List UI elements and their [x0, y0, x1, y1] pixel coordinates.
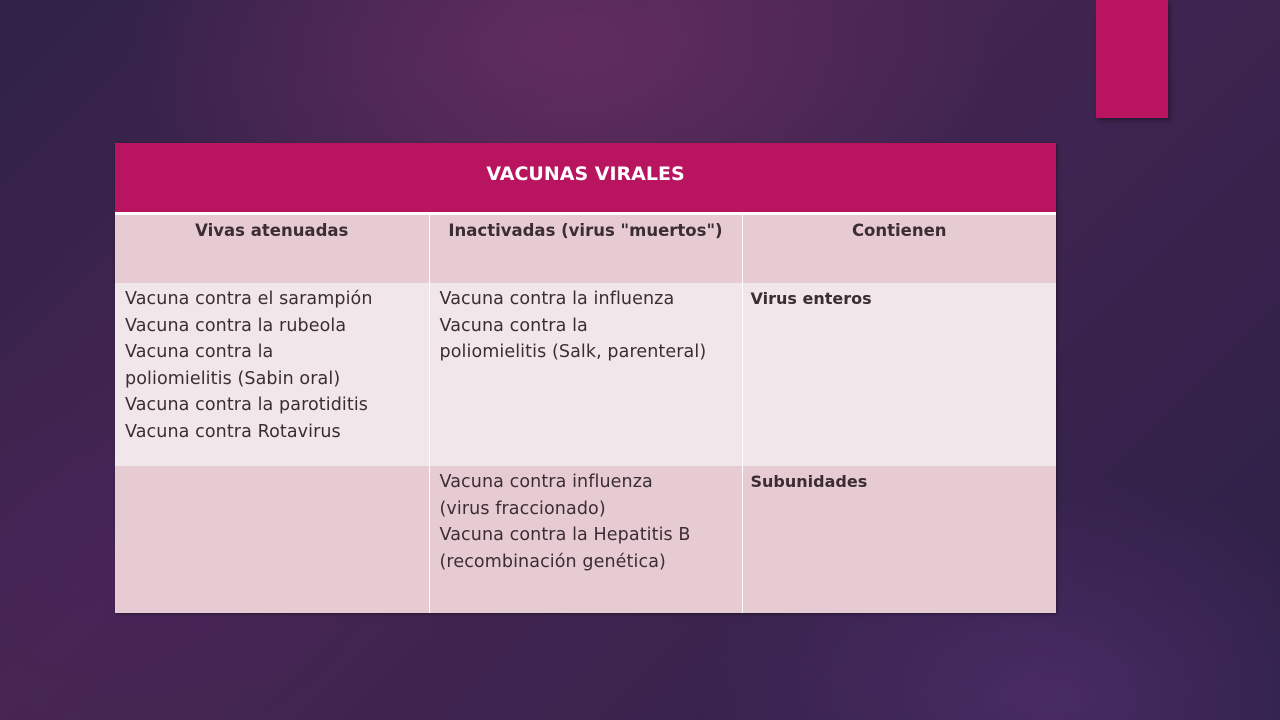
viral-vaccines-table	[115, 143, 1056, 613]
table-title: VACUNAS VIRALES	[115, 143, 1056, 213]
list-item: Vacuna contra la	[125, 342, 274, 362]
list-item: Vacuna contra Rotavirus	[125, 421, 341, 442]
header-contains: Contienen	[742, 213, 1056, 283]
table-row	[115, 283, 1056, 466]
list-item: Vacuna contra la influenza	[439, 289, 675, 309]
contains-cell: Subunidades	[742, 466, 1056, 613]
list-item: Vacuna contra la Hepatitis B	[439, 525, 691, 545]
list-item: Vacuna contra influenza	[439, 472, 653, 492]
live-vaccines-cell-empty	[115, 466, 429, 613]
list-item: Vacuna contra la	[439, 315, 588, 336]
contains-cell: Virus enteros	[742, 283, 1056, 466]
inactivated-vaccines-cell	[429, 283, 742, 466]
accent-bar	[1096, 0, 1168, 118]
live-vaccines-cell	[115, 283, 429, 466]
list-item: poliomielitis (Sabin oral)	[125, 368, 341, 389]
list-item: (virus fraccionado)	[439, 498, 606, 519]
list-item: Vacuna contra la parotiditis	[125, 395, 369, 415]
header-live-attenuated: Vivas atenuadas	[115, 213, 429, 283]
table-row	[115, 466, 1056, 613]
list-item: (recombinación genética)	[439, 551, 666, 572]
inactivated-vaccines-cell	[429, 466, 742, 613]
header-inactivated: Inactivadas (virus "muertos")	[429, 213, 742, 283]
list-item: Vacuna contra el sarampión	[125, 289, 373, 309]
list-item: Vacuna contra la rubeola	[125, 315, 347, 336]
list-item: poliomielitis (Salk, parenteral)	[439, 342, 707, 362]
